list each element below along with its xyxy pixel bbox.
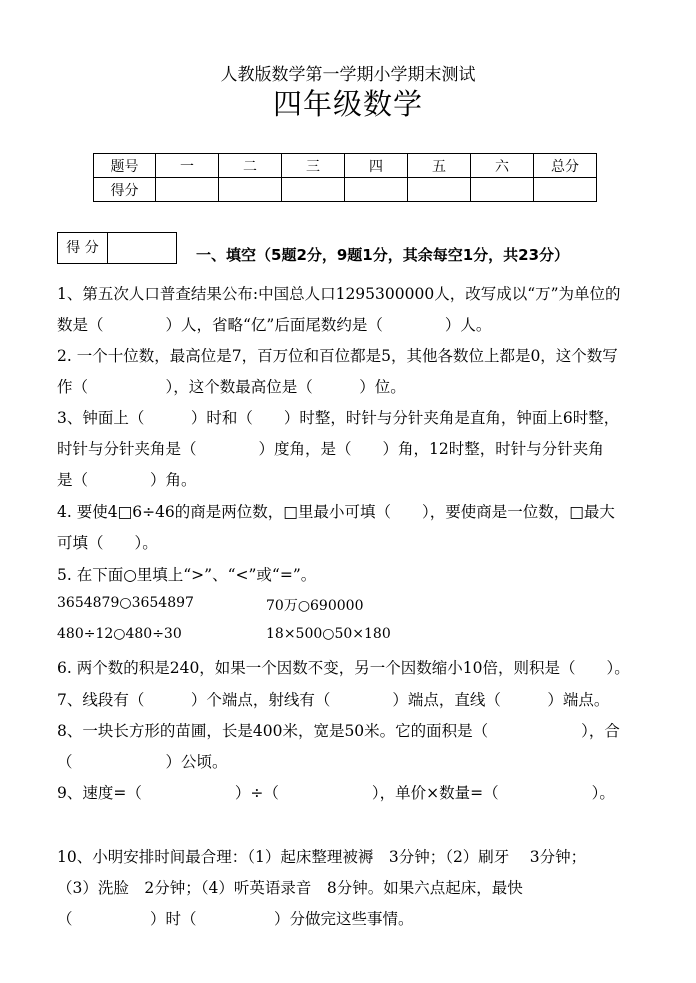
question-line: 时针与分针夹角是（ ）度角，是（ ）角，12时整，时针与分针夹角 (57, 440, 604, 458)
question-line: （ ）公顷。 (57, 753, 228, 771)
score-input-cell[interactable] (471, 178, 534, 202)
score-cell: 六 (471, 154, 534, 178)
question-line: 可填（ ）。 (57, 534, 158, 552)
score-input-cell[interactable] (345, 178, 408, 202)
compare-item: 480÷12○480÷30 (57, 626, 182, 642)
score-cell: 三 (282, 154, 345, 178)
section-score-blank[interactable] (108, 233, 176, 263)
section-heading: 一、填空（5题2分，9题1分，其余每空1分，共23分） (196, 246, 570, 264)
question-line: 6. 两个数的积是240，如果一个因数不变，另一个因数缩小10倍，则积是（ ）。 (57, 659, 630, 677)
score-cell: 总分 (534, 154, 597, 178)
compare-item: 18×500○50×180 (266, 626, 391, 642)
question-line: 1、第五次人口普查结果公布:中国总人口1295300000人，改写成以“万”为单位的 (57, 285, 621, 303)
score-input-cell[interactable] (156, 178, 219, 202)
compare-item: 3654879○3654897 (57, 595, 194, 611)
question-line: 2. 一个十位数，最高位是7，百万位和百位都是5，其他各数位上都是0，这个数写 (57, 347, 618, 365)
section-score-label: 得 分 (58, 233, 108, 263)
question-line: 5. 在下面○里填上“>”、“<”或“=”。 (57, 566, 317, 584)
question-line: （3）洗脸 2分钟；（4）听英语录音 8分钟。如果六点起床，最快 (57, 879, 523, 897)
question-line: 7、线段有（ ）个端点，射线有（ ）端点，直线（ ）端点。 (57, 691, 610, 709)
question-line: 4. 要使4□6÷46的商是两位数，□里最小可填（ ），要使商是一位数，□最大 (57, 503, 615, 521)
score-cell: 得分 (94, 178, 156, 202)
score-cell: 二 (219, 154, 282, 178)
score-cell: 四 (345, 154, 408, 178)
question-line: 3、钟面上（ ）时和（ ）时整，时针与分针夹角是直角，钟面上6时整， (57, 409, 620, 427)
score-cell: 题号 (94, 154, 156, 178)
question-line: 9、速度=（ ）÷（ ），单价×数量=（ ）。 (57, 784, 615, 802)
question-line: 作（ ），这个数最高位是（ ）位。 (57, 378, 406, 396)
question-line: 是（ ）角。 (57, 471, 197, 489)
page-title: 四年级数学 (272, 87, 423, 121)
question-line: 10、小明安排时间最合理：（1）起床整理被褥 3分钟；（2）刷牙 3分钟； (57, 848, 587, 866)
score-input-cell[interactable] (282, 178, 345, 202)
question-line: （ ）时（ ）分做完这些事情。 (57, 910, 414, 928)
compare-item: 70万○690000 (266, 598, 364, 614)
score-input-cell[interactable] (219, 178, 282, 202)
section-score-box (57, 232, 177, 264)
score-input-cell[interactable] (534, 178, 597, 202)
score-table (93, 153, 597, 202)
score-cell: 五 (408, 154, 471, 178)
question-line: 数是（ ）人，省略“亿”后面尾数约是（ ）人。 (57, 316, 492, 334)
score-cell: 一 (156, 154, 219, 178)
question-line: 8、一块长方形的苗圃，长是400米，宽是50米。它的面积是（ ），合 (57, 722, 620, 740)
exam-subtitle: 人教版数学第一学期小学期末测试 (220, 65, 476, 85)
score-table-header-row (94, 154, 597, 178)
score-table-score-row (94, 178, 597, 202)
score-input-cell[interactable] (408, 178, 471, 202)
